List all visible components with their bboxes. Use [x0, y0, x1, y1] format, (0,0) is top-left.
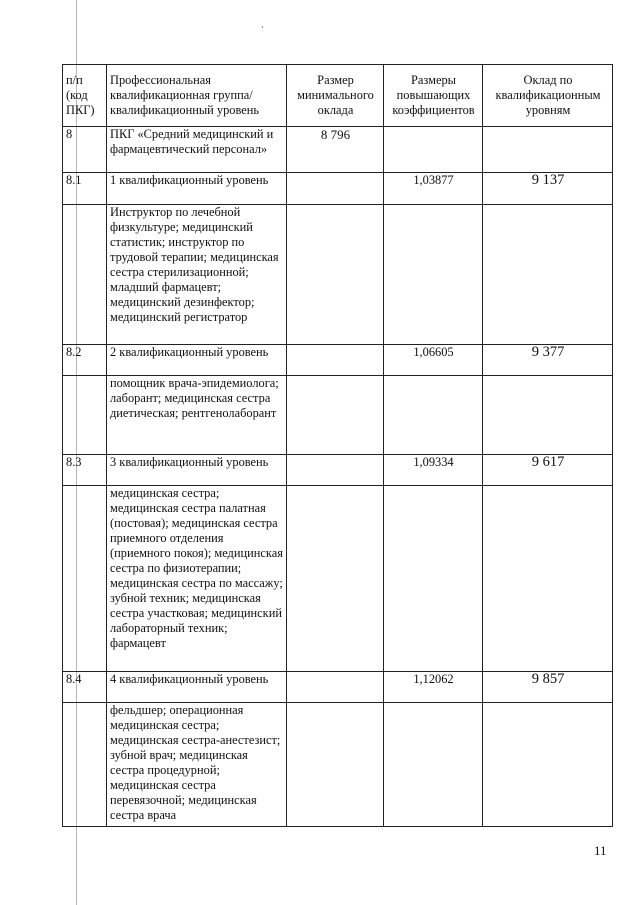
positions-row — [63, 703, 613, 827]
level-num: 8.3 — [63, 455, 107, 486]
empty-cell — [384, 376, 483, 455]
level-row — [63, 173, 613, 205]
empty-cell — [287, 486, 384, 672]
positions-row — [63, 205, 613, 345]
empty-cell — [287, 455, 384, 486]
empty-cell — [287, 376, 384, 455]
level-coefficient: 1,09334 — [384, 455, 483, 486]
positions-list: помощник врача-эпидемиолога; лаборант; медицинская сестра диетическая; рентгенолаборант — [107, 376, 287, 455]
empty-cell — [384, 127, 483, 173]
level-salary: 9 617 — [483, 455, 613, 486]
salary-table — [62, 64, 613, 827]
empty-cell — [483, 205, 613, 345]
group-row — [63, 127, 613, 173]
header-min-salary: Размер минимального оклада — [287, 65, 384, 127]
page-number: 11 — [594, 843, 607, 858]
empty-cell — [384, 205, 483, 345]
level-name: 4 квалификационный уровень — [107, 672, 287, 703]
empty-cell — [287, 703, 384, 827]
header-num: п/п (код ПКГ) — [63, 65, 107, 127]
empty-cell — [483, 127, 613, 173]
level-salary: 9 137 — [483, 173, 613, 205]
empty-cell — [63, 205, 107, 345]
level-salary: 9 377 — [483, 345, 613, 376]
level-name: 2 квалификационный уровень — [107, 345, 287, 376]
header-group: Профессиональная квалификационная группа/квалификационный уровень — [107, 65, 287, 127]
header-coefficients: Размеры повышающих коэффициентов — [384, 65, 483, 127]
positions-list: фельдшер; операционная медицинская сестра; медицинская сестра-анестезист; зубной врач; медицинская сестра процедурной; медицинская сестра перевязочной; медицинская сестра врача — [107, 703, 287, 827]
level-num: 8.4 — [63, 672, 107, 703]
level-coefficient: 1,12062 — [384, 672, 483, 703]
group-num: 8 — [63, 127, 107, 173]
group-name: ПКГ «Средний медицинский и фармацевтический персонал» — [107, 127, 287, 173]
empty-cell — [483, 486, 613, 672]
empty-cell — [287, 205, 384, 345]
level-row — [63, 455, 613, 486]
header-salary: Оклад по квалификационным уровням — [483, 65, 613, 127]
level-num: 8.1 — [63, 173, 107, 205]
empty-cell — [63, 703, 107, 827]
empty-cell — [287, 672, 384, 703]
level-salary: 9 857 — [483, 672, 613, 703]
scan-speck — [262, 26, 263, 28]
group-min-salary: 8 796 — [287, 127, 384, 173]
level-coefficient: 1,06605 — [384, 345, 483, 376]
empty-cell — [63, 486, 107, 672]
level-name: 1 квалификационный уровень — [107, 173, 287, 205]
empty-cell — [384, 486, 483, 672]
empty-cell — [384, 703, 483, 827]
level-coefficient: 1,03877 — [384, 173, 483, 205]
empty-cell — [483, 376, 613, 455]
empty-cell — [287, 345, 384, 376]
positions-list: Инструктор по лечебной физкультуре; медицинский статистик; инструктор по трудовой терапии; медицинская сестра стерилизационной; младший фармацевт; медицинский дезинфектор; медицинский регистратор — [107, 205, 287, 345]
level-num: 8.2 — [63, 345, 107, 376]
empty-cell — [287, 173, 384, 205]
positions-row — [63, 376, 613, 455]
positions-row — [63, 486, 613, 672]
level-name: 3 квалификационный уровень — [107, 455, 287, 486]
empty-cell — [63, 376, 107, 455]
empty-cell — [483, 703, 613, 827]
positions-list: медицинская сестра; медицинская сестра палатная (постовая); медицинская сестра приемного отделения (приемного покоя); медицинская сестра по физиотерапии; медицинская сестра по массажу; зубной техник; медицинская сестра участковая; медицинский лабораторный техник; фармацевт — [107, 486, 287, 672]
level-row — [63, 345, 613, 376]
level-row — [63, 672, 613, 703]
table-header-row — [63, 65, 613, 127]
